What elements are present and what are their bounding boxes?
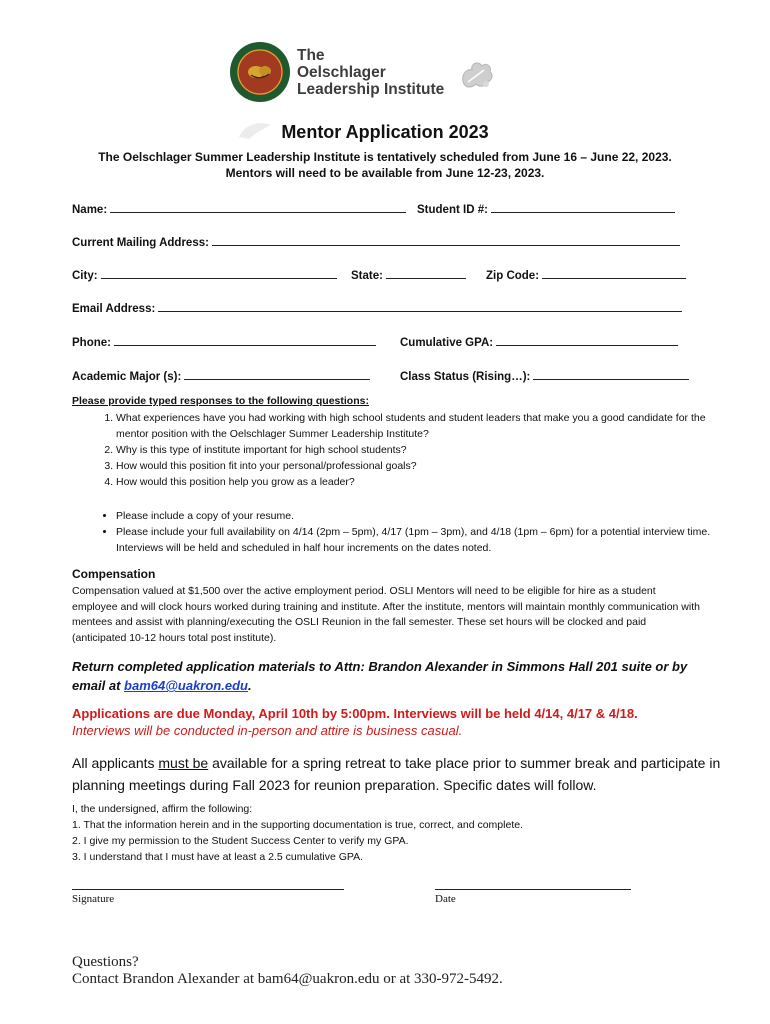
contact-block — [72, 954, 503, 988]
state-field[interactable]: State: — [351, 266, 466, 282]
oak-leaf-icon — [456, 56, 496, 92]
retreat-requirement: All applicants must be available for a spring retreat to take place prior to summer break and participate in planning meetings during Fall 2023 for reunion preparation. Specific dates will follow. — [72, 755, 721, 793]
date-line[interactable] — [435, 889, 631, 890]
question-item: 4. How would this position help you grow as a leader? — [116, 474, 716, 490]
affirmation-block: I, the undersigned, affirm the following: 1. That the information herein and in the supporting documentation is true, correct, and complete. 2. I give my permission to the Student Success Center to verify my GPA. 3. I understand that I must have at least a 2.5 cumulative GPA. — [72, 803, 523, 863]
application-deadline: Applications are due Monday, April 10th by 5:00pm. Interviews will be held 4/14, 4/17 & 4/18. — [72, 706, 638, 721]
compensation-heading: Compensation — [72, 567, 156, 581]
question-item: 3. How would this position fit into your personal/professional goals? — [116, 458, 716, 474]
signature-line[interactable] — [72, 889, 344, 890]
schedule-note: The Oelschlager Summer Leadership Institute is tentatively scheduled from June 16 – June 22, 2023. Mentors will need to be available from June 12-23, 2023. — [98, 150, 672, 180]
academic-major-field[interactable]: Academic Major (s): — [72, 367, 370, 383]
email-link[interactable]: bam64@uakron.edu — [124, 678, 248, 693]
instructions-heading: Please provide typed responses to the following questions: — [72, 395, 369, 407]
question-item: 2. Why is this type of institute important for high school students? — [116, 442, 716, 458]
return-instructions: Return completed application materials to Attn: Brandon Alexander in Simmons Hall 201 suite or by email at bam64@uakron.edu. — [72, 659, 688, 693]
cumulative-gpa-field[interactable]: Cumulative GPA: — [400, 333, 678, 349]
requirement-item: • Please include your full availability on 4/14 (2pm – 5pm), 4/17 (1pm – 3pm), and 4/18 (1pm – 6pm) for a potential interview time. Interviews will be held and scheduled in half hour increments on the dates noted. — [116, 524, 716, 556]
institute-name-logo: The Oelschlager Leadership Institute — [297, 47, 445, 98]
mailing-address-field[interactable]: Current Mailing Address: — [72, 233, 680, 249]
email-address-field[interactable]: Email Address: — [72, 299, 682, 315]
class-status-field[interactable]: Class Status (Rising…): — [400, 367, 689, 383]
city-field[interactable]: City: — [72, 266, 337, 282]
question-list — [72, 410, 716, 490]
questions-label: Questions? — [72, 954, 139, 970]
student-id-field[interactable]: Student ID #: — [417, 200, 675, 216]
requirements-list — [72, 508, 716, 556]
requirement-item: • Please include a copy of your resume. — [116, 508, 716, 524]
name-field[interactable]: Name: — [72, 200, 406, 216]
question-item: 1. What experiences have you had working with high school students and student leaders that make you a good candidate for the mentor position with the Oelschlager Summer Leadership Institute? — [116, 410, 716, 442]
compensation-body: Compensation valued at $1,500 over the active employment period. OSLI Mentors will need to be eligible for hire as a student employee and will clock hours worked during training and institute. After the institute, mentors will maintain monthly communication with mentees and assist with planning/executing the OSLI Reunion in the fall semester. These set hours will be clocked and paid (anticipated 10-12 hours total post institute). — [72, 585, 700, 644]
phone-field[interactable]: Phone: — [72, 333, 376, 349]
contact-info: Contact Brandon Alexander at bam64@uakron.edu or at 330-972-5492. — [72, 971, 503, 987]
zip-code-field[interactable]: Zip Code: — [486, 266, 686, 282]
interview-attire-note: Interviews will be conducted in-person and attire is business casual. — [72, 723, 463, 738]
institute-seal-logo — [229, 41, 291, 103]
signature-label: Signature — [72, 893, 115, 905]
page-title: Mentor Application 2023 — [281, 122, 489, 142]
date-label: Date — [435, 893, 456, 905]
